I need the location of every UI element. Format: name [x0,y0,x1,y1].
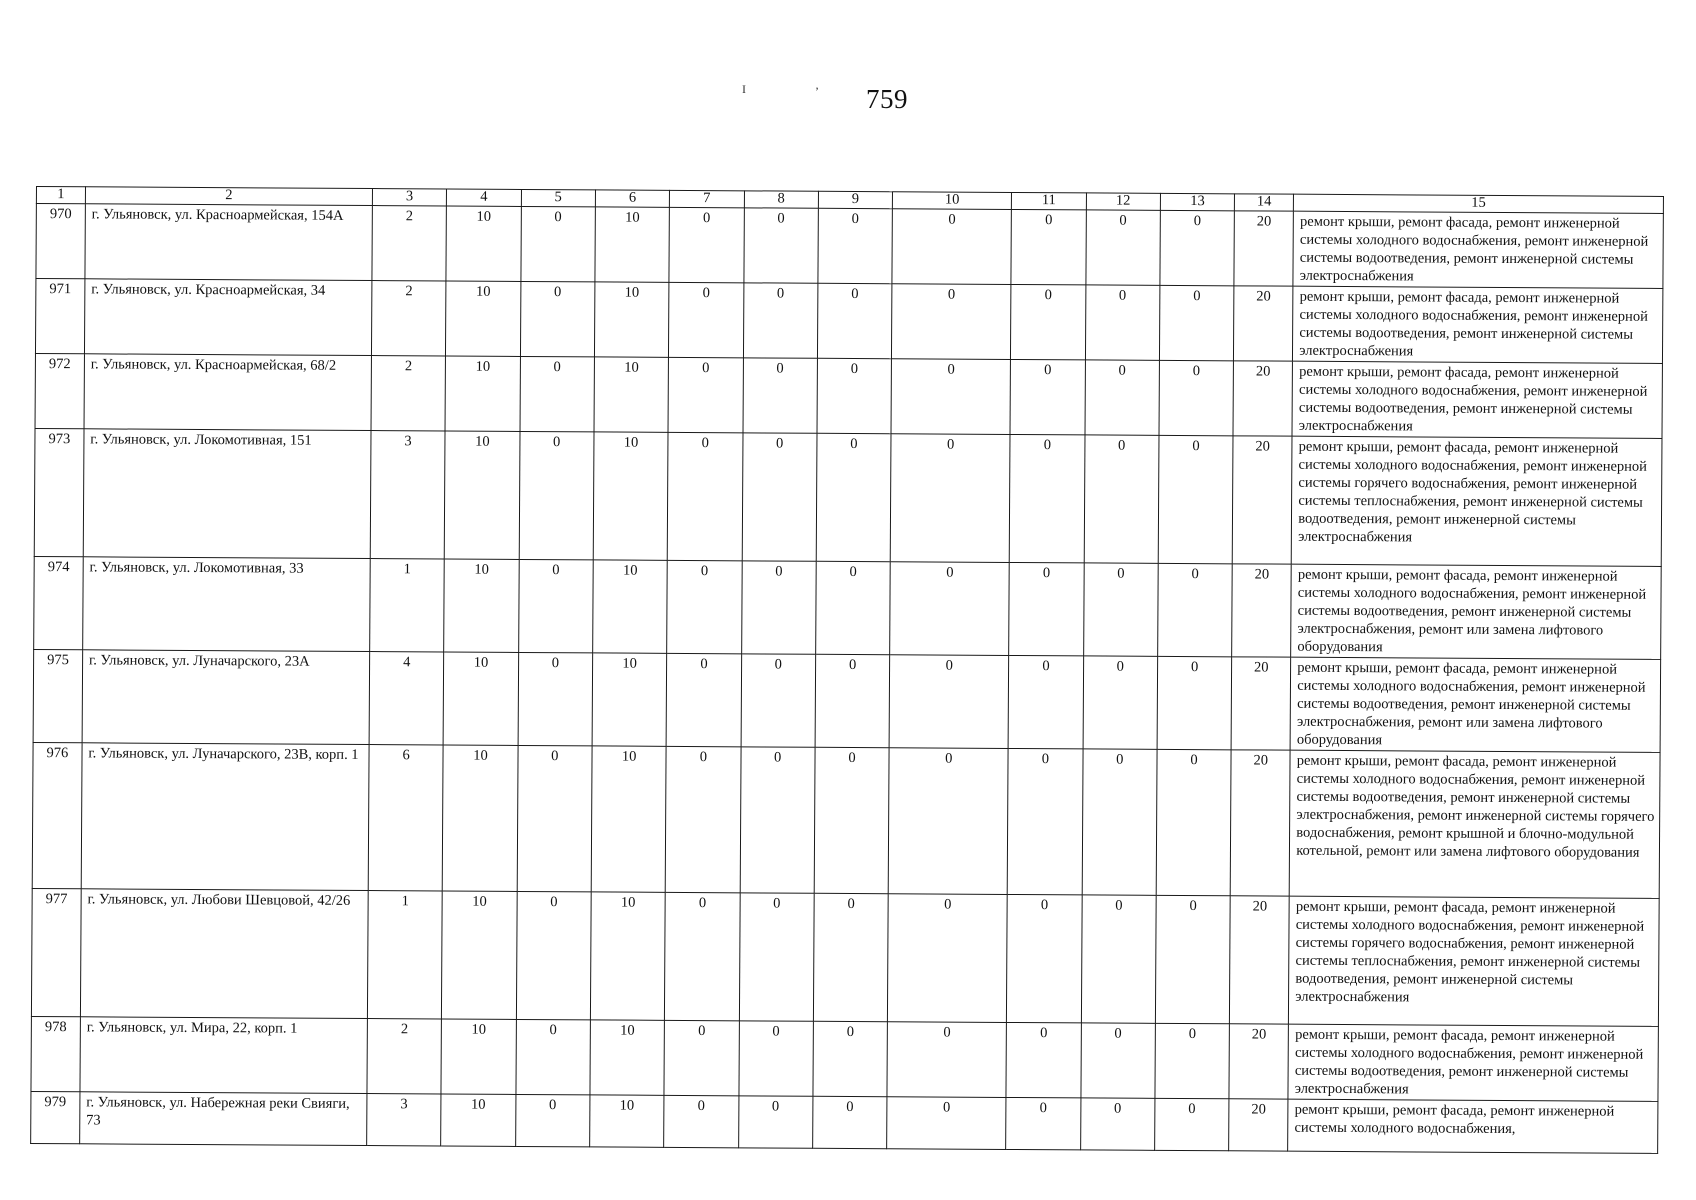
value-cell-col-3: 6 [368,745,443,891]
table-body [31,204,1664,1154]
value-cell-col-10: 0 [892,209,1012,285]
value-cell-col-8: 0 [743,208,818,283]
value-cell-col-7: 0 [665,892,740,1020]
row-number-cell: 970 [36,204,85,279]
value-cell-col-9: 0 [816,433,891,561]
value-cell-col-13: 0 [1155,895,1230,1023]
value-cell-col-9: 0 [814,747,889,893]
value-cell-col-14: 20 [1230,896,1290,1024]
value-cell-col-4: 10 [445,356,520,431]
value-cell-col-12: 0 [1080,1098,1155,1150]
value-cell-col-11: 0 [1010,359,1085,434]
value-cell-col-4: 10 [442,891,517,1019]
value-cell-col-14: 20 [1232,436,1292,564]
table-row [33,649,1661,752]
address-cell: г. Ульяновск, ул. Луначарского, 23А [82,650,370,745]
value-cell-col-11: 0 [1009,434,1084,562]
value-cell-col-14: 20 [1233,361,1293,436]
value-cell-col-5: 0 [517,745,592,891]
value-cell-col-12: 0 [1081,1023,1156,1098]
row-number-cell: 978 [31,1016,80,1091]
value-cell-col-6: 10 [594,282,669,357]
table-row [34,556,1662,659]
value-cell-col-11: 0 [1009,562,1084,655]
repair-works-cell: ремонт крыши, ремонт фасада, ремонт инженерной системы холодного водоснабжения, ремонт инженерной системы водоотведения, ремонт инженерной системы электроснабжения, ремонт инженерной системы горячего водоснабжения, ремонт крышной и блочно-модульной котельной, ремонт или замена лифтового оборудования [1289,750,1660,898]
value-cell-col-6: 10 [591,746,666,892]
value-cell-col-9: 0 [813,1021,888,1096]
value-cell-col-6: 10 [592,653,667,746]
value-cell-col-12: 0 [1085,210,1160,285]
value-cell-col-10: 0 [887,1022,1007,1098]
column-header-5: 5 [521,189,595,206]
value-cell-col-11: 0 [1007,894,1082,1022]
value-cell-col-8: 0 [740,747,815,893]
address-cell: г. Ульяновск, ул. Мира, 22, корп. 1 [80,1017,368,1094]
column-header-11: 11 [1012,192,1086,209]
value-cell-col-11: 0 [1008,655,1083,748]
value-cell-col-3: 3 [367,1094,442,1146]
housing-repair-register-table [30,186,1664,1154]
column-header-3: 3 [372,189,446,206]
value-cell-col-12: 0 [1083,563,1158,656]
table-row [32,742,1660,898]
value-cell-col-8: 0 [738,1021,813,1096]
page-number: 759 [866,84,908,114]
value-cell-col-4: 10 [446,206,521,281]
row-number-cell: 975 [33,649,82,742]
value-cell-col-10: 0 [887,1097,1006,1150]
value-cell-col-4: 10 [446,281,521,356]
column-header-12: 12 [1086,193,1160,210]
table-row [34,428,1662,566]
column-header-1: 1 [36,187,85,204]
table-row [35,353,1662,438]
address-cell: г. Ульяновск, ул. Локомотивная, 33 [83,557,371,652]
value-cell-col-11: 0 [1011,284,1086,359]
address-cell: г. Ульяновск, ул. Луначарского, 23В, корп. 1 [81,743,369,891]
table-row [31,1016,1658,1101]
value-cell-col-9: 0 [818,208,893,283]
value-cell-col-12: 0 [1082,749,1157,895]
value-cell-col-13: 0 [1159,360,1234,435]
address-cell: г. Ульяновск, ул. Любови Шевцовой, 42/26 [80,889,368,1019]
table-row [31,1091,1658,1153]
value-cell-col-14: 20 [1234,286,1294,361]
value-cell-col-3: 1 [370,559,445,652]
value-cell-col-3: 4 [369,652,444,745]
value-cell-col-12: 0 [1084,435,1159,563]
value-cell-col-4: 10 [444,559,519,652]
column-header-14: 14 [1235,194,1294,211]
value-cell-col-10: 0 [892,284,1012,360]
value-cell-col-8: 0 [743,283,818,358]
value-cell-col-6: 10 [594,357,669,432]
value-cell-col-5: 0 [516,1019,591,1094]
column-header-6: 6 [595,190,669,207]
value-cell-col-7: 0 [667,560,742,653]
value-cell-col-14: 20 [1229,1024,1289,1099]
address-cell: г. Ульяновск, ул. Набережная реки Свияги, 73 [80,1092,367,1146]
table-row [35,279,1662,364]
column-header-2: 2 [85,187,372,206]
value-cell-col-8: 0 [738,1096,813,1148]
value-cell-col-6: 10 [593,432,668,560]
value-cell-col-14: 20 [1234,211,1294,286]
repair-works-cell: ремонт крыши, ремонт фасада, ремонт инженерной системы холодного водоснабжения, ремонт инженерной системы водоотведения, ремонт инженерной системы электроснабжения [1293,211,1663,288]
value-cell-col-6: 10 [590,1095,665,1147]
value-cell-col-12: 0 [1085,360,1160,435]
value-cell-col-6: 10 [593,560,668,653]
value-cell-col-13: 0 [1158,435,1233,563]
value-cell-col-8: 0 [741,654,816,747]
row-number-cell: 977 [31,888,81,1016]
value-cell-col-12: 0 [1085,285,1160,360]
address-cell: г. Ульяновск, ул. Красноармейская, 154А [85,204,373,281]
value-cell-col-13: 0 [1160,210,1235,285]
value-cell-col-14: 20 [1231,657,1291,750]
value-cell-col-5: 0 [521,206,596,281]
value-cell-col-5: 0 [520,356,595,431]
value-cell-col-10: 0 [891,359,1011,435]
row-number-cell: 974 [34,556,83,649]
value-cell-col-6: 10 [590,1020,665,1095]
value-cell-col-5: 0 [515,1094,590,1146]
value-cell-col-8: 0 [743,358,818,433]
value-cell-col-10: 0 [889,655,1009,749]
value-cell-col-12: 0 [1081,895,1156,1023]
value-cell-col-11: 0 [1006,1022,1081,1097]
value-cell-col-7: 0 [668,357,743,432]
value-cell-col-7: 0 [665,746,740,892]
value-cell-col-3: 2 [372,206,447,281]
value-cell-col-8: 0 [739,893,814,1021]
column-header-4: 4 [447,189,521,206]
value-cell-col-9: 0 [817,283,892,358]
row-number-cell: 979 [31,1091,80,1143]
column-header-15: 15 [1294,194,1664,213]
value-cell-col-4: 10 [441,1019,516,1094]
repair-works-cell: ремонт крыши, ремонт фасада, ремонт инженерной системы холодного водоснабжения, ремонт инженерной системы водоотведения, ремонт инженерной системы электроснабжения [1292,361,1662,438]
repair-works-cell: ремонт крыши, ремонт фасада, ремонт инженерной системы холодного водоснабжения, ремонт инженерной системы водоотведения, ремонт инженерной системы электроснабжения [1293,286,1663,363]
value-cell-col-11: 0 [1006,1097,1081,1149]
value-cell-col-10: 0 [890,434,1010,563]
row-number-cell: 971 [35,279,84,354]
value-cell-col-14: 20 [1232,564,1292,657]
column-header-8: 8 [744,191,818,208]
repair-works-cell: ремонт крыши, ремонт фасада, ремонт инженерной системы холодного водоснабжения, [1288,1099,1658,1153]
value-cell-col-11: 0 [1007,748,1082,894]
scan-mark: ’ [815,84,819,98]
value-cell-col-12: 0 [1083,656,1158,749]
value-cell-col-3: 2 [371,356,446,431]
repair-works-cell: ремонт крыши, ремонт фасада, ремонт инженерной системы холодного водоснабжения, ремонт инженерной системы водоотведения, ремонт инженерной системы электроснабжения, ремонт или замена лифтового оборудования [1291,564,1661,659]
value-cell-col-5: 0 [518,652,593,745]
value-cell-col-9: 0 [817,358,892,433]
row-number-cell: 976 [32,742,82,888]
value-cell-col-3: 2 [371,281,446,356]
value-cell-col-3: 3 [370,431,445,559]
value-cell-col-5: 0 [518,559,593,652]
value-cell-col-11: 0 [1011,209,1086,284]
value-cell-col-7: 0 [664,1020,739,1095]
value-cell-col-4: 10 [441,1094,516,1146]
value-cell-col-13: 0 [1156,749,1231,895]
column-header-13: 13 [1160,193,1234,210]
repair-works-cell: ремонт крыши, ремонт фасада, ремонт инженерной системы холодного водоснабжения, ремонт инженерной системы горячего водоснабжения, ремонт инженерной системы теплоснабжения, ремонт инженерной системы водоотведения, ремонт инженерной системы электроснабжения [1289,896,1660,1026]
value-cell-col-6: 10 [595,207,670,282]
column-header-10: 10 [893,192,1012,210]
value-cell-col-9: 0 [813,893,888,1021]
repair-works-cell: ремонт крыши, ремонт фасада, ремонт инженерной системы холодного водоснабжения, ремонт инженерной системы водоотведения, ремонт инженерной системы электроснабжения [1288,1024,1658,1101]
table-row [31,888,1659,1026]
value-cell-col-4: 10 [443,652,518,745]
value-cell-col-13: 0 [1159,285,1234,360]
row-number-cell: 973 [34,428,84,556]
value-cell-col-14: 20 [1229,1099,1288,1151]
value-cell-col-7: 0 [664,1095,739,1147]
value-cell-col-5: 0 [520,281,595,356]
value-cell-col-5: 0 [519,431,594,559]
value-cell-col-7: 0 [669,282,744,357]
value-cell-col-4: 10 [442,745,517,891]
value-cell-col-6: 10 [590,892,665,1020]
column-header-7: 7 [670,190,744,207]
value-cell-col-9: 0 [815,654,890,747]
value-cell-col-13: 0 [1157,656,1232,749]
value-cell-col-10: 0 [890,562,1010,656]
value-cell-col-7: 0 [667,432,742,560]
value-cell-col-8: 0 [741,561,816,654]
value-cell-col-14: 20 [1230,750,1290,896]
value-cell-col-8: 0 [742,433,817,561]
value-cell-col-5: 0 [516,891,591,1019]
address-cell: г. Ульяновск, ул. Красноармейская, 68/2 [84,354,372,431]
value-cell-col-9: 0 [812,1096,887,1148]
scan-mark: I [742,82,746,96]
repair-works-cell: ремонт крыши, ремонт фасада, ремонт инженерной системы холодного водоснабжения, ремонт инженерной системы горячего водоснабжения, ремонт инженерной системы теплоснабжения, ремонт инженерной системы водоотведения, ремонт инженерной системы электроснабжения [1291,436,1662,566]
value-cell-col-9: 0 [815,561,890,654]
value-cell-col-3: 2 [367,1019,442,1094]
value-cell-col-13: 0 [1155,1023,1230,1098]
value-cell-col-7: 0 [666,653,741,746]
value-cell-col-10: 0 [888,748,1008,895]
value-cell-col-3: 1 [367,891,442,1019]
column-header-9: 9 [818,191,892,208]
address-cell: г. Ульяновск, ул. Локомотивная, 151 [83,429,371,559]
row-number-cell: 972 [35,353,84,428]
table-row [36,204,1663,289]
address-cell: г. Ульяновск, ул. Красноармейская, 34 [84,279,372,356]
value-cell-col-13: 0 [1158,563,1233,656]
value-cell-col-13: 0 [1155,1098,1230,1150]
repair-works-cell: ремонт крыши, ремонт фасада, ремонт инженерной системы холодного водоснабжения, ремонт инженерной системы водоотведения, ремонт инженерной системы электроснабжения, ремонт или замена лифтового оборудования [1290,657,1660,752]
value-cell-col-7: 0 [669,207,744,282]
value-cell-col-4: 10 [445,431,520,559]
value-cell-col-10: 0 [888,894,1008,1023]
